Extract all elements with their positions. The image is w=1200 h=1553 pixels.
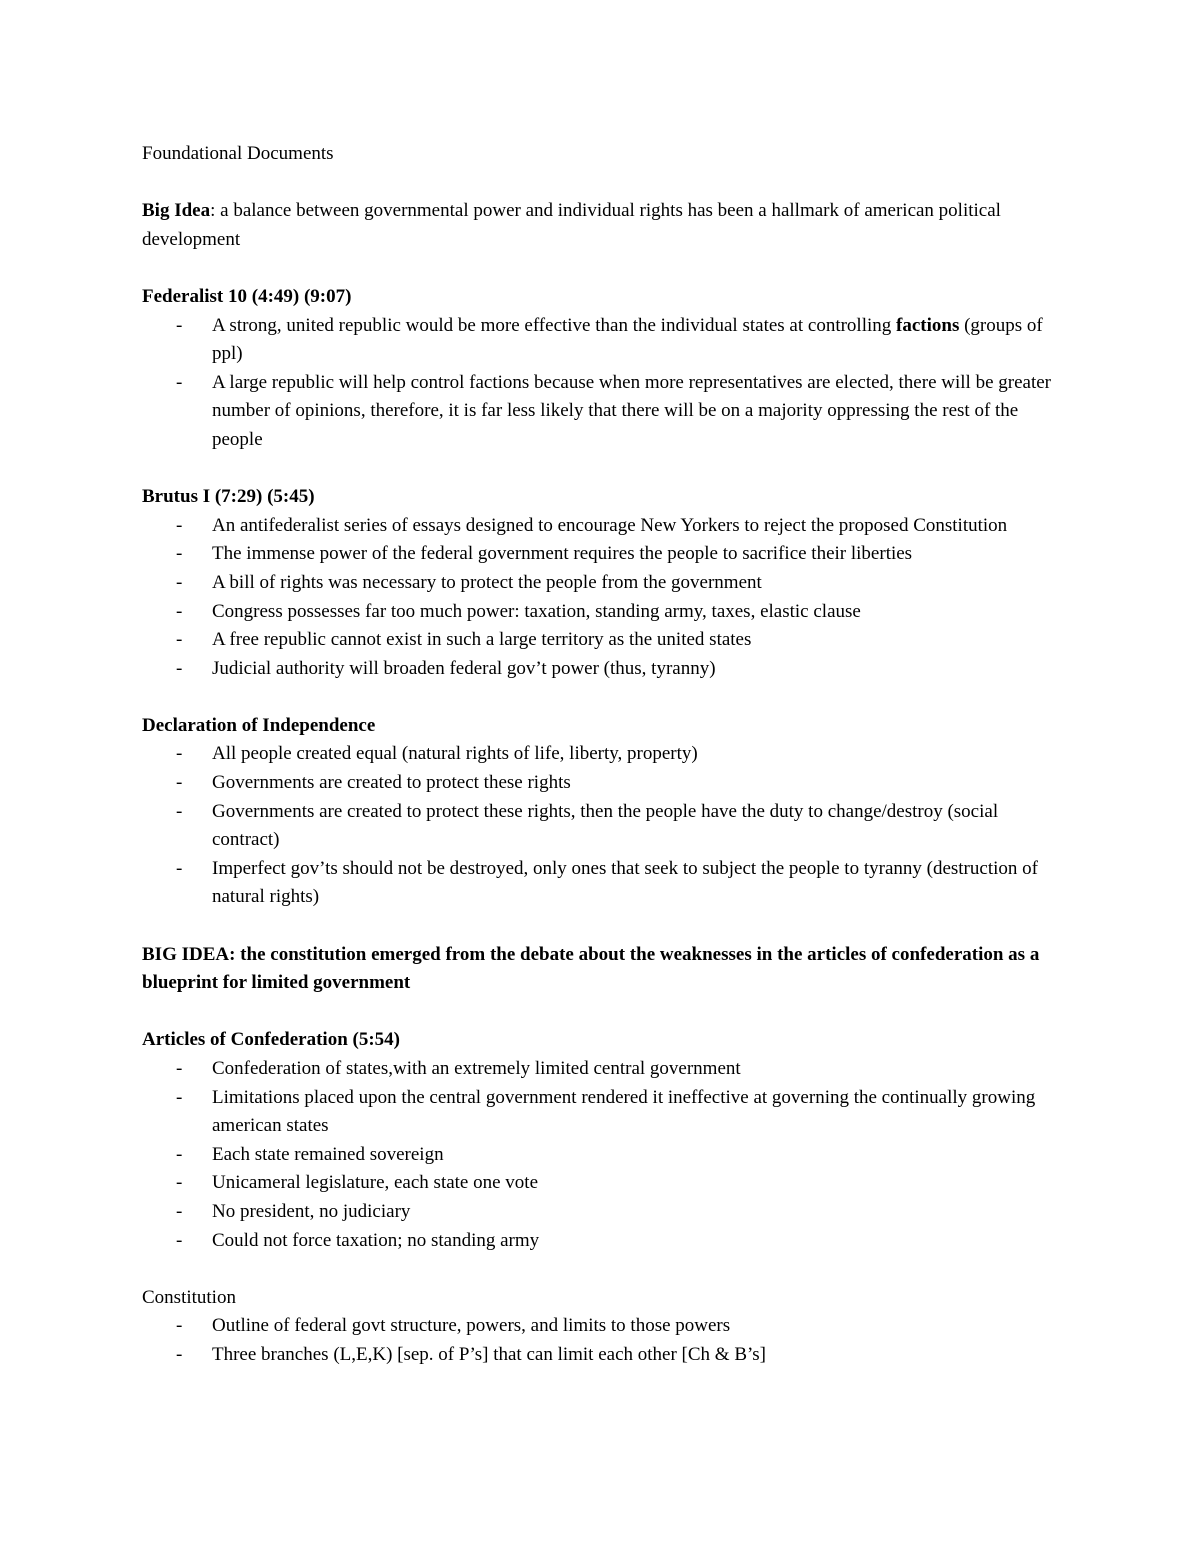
- list-item: - Imperfect gov’ts should not be destroyed, only ones that seek to subject the people to tyranny (destruction of natural rights): [142, 855, 1062, 912]
- articles-heading: Articles of Confederation (5:54): [142, 1029, 401, 1051]
- list-item: - A free republic cannot exist in such a large territory as the united states: [142, 626, 1062, 655]
- federalist-list: [142, 312, 1062, 455]
- list-item: [142, 312, 1062, 369]
- federalist-item-1-pre: A strong, united republic would be more effective than the individual states at controlling: [212, 314, 897, 336]
- list-item: - Could not force taxation; no standing army: [142, 1227, 1062, 1256]
- list-item: - Each state remained sovereign: [142, 1141, 1062, 1170]
- list-item: - No president, no judiciary: [142, 1198, 1062, 1227]
- document-title: Foundational Documents: [142, 143, 334, 164]
- articles-list: [142, 1055, 1062, 1255]
- brutus-heading: Brutus I (7:29) (5:45): [142, 486, 315, 508]
- constitution-list: [142, 1312, 1062, 1369]
- brutus-list: [142, 512, 1062, 684]
- list-item: - The immense power of the federal government requires the people to sacrifice their liberties: [142, 540, 1062, 569]
- federalist-item-1-bold: factions: [896, 314, 960, 336]
- list-item: - Governments are created to protect these rights, then the people have the duty to change/destroy (social contract): [142, 798, 1062, 855]
- list-item: - Limitations placed upon the central government rendered it ineffective at governing the continually growing american states: [142, 1084, 1062, 1141]
- list-item: - Confederation of states,with an extremely limited central government: [142, 1055, 1062, 1084]
- list-item: - Judicial authority will broaden federal gov’t power (thus, tyranny): [142, 655, 1062, 684]
- list-item: - An antifederalist series of essays designed to encourage New Yorkers to reject the proposed Constitution: [142, 512, 1062, 541]
- federalist-heading: Federalist 10 (4:49) (9:07): [142, 285, 352, 307]
- document-body: [142, 140, 1062, 1370]
- list-item: - Unicameral legislature, each state one vote: [142, 1169, 1062, 1198]
- big-idea-paragraph: [142, 197, 1062, 254]
- list-item: - Congress possesses far too much power: taxation, standing army, taxes, elastic clause: [142, 598, 1062, 627]
- big-idea-text: : a balance between governmental power and individual rights has been a hallmark of american political development: [142, 200, 1001, 250]
- list-item: - All people created equal (natural rights of life, liberty, property): [142, 740, 1062, 769]
- big-idea-2-heading: BIG IDEA: the constitution emerged from the debate about the weaknesses in the articles of confederation as a blueprint for limited government: [142, 943, 1040, 994]
- list-item: - A large republic will help control factions because when more representatives are elected, there will be greater number of opinions, therefore, it is far less likely that there will be on a majority oppressing the rest of the people: [142, 369, 1062, 455]
- big-idea-label: Big Idea: [142, 200, 211, 222]
- list-item: - A bill of rights was necessary to protect the people from the government: [142, 569, 1062, 598]
- federalist-item-1-post: (groups of ppl): [212, 314, 1043, 365]
- declaration-list: [142, 740, 1062, 912]
- list-item: - Outline of federal govt structure, powers, and limits to those powers: [142, 1312, 1062, 1341]
- list-item: - Governments are created to protect these rights: [142, 769, 1062, 798]
- constitution-heading: Constitution: [142, 1286, 236, 1308]
- list-item: - Three branches (L,E,K) [sep. of P’s] that can limit each other [Ch & B’s]: [142, 1341, 1062, 1370]
- declaration-heading: Declaration of Independence: [142, 714, 376, 736]
